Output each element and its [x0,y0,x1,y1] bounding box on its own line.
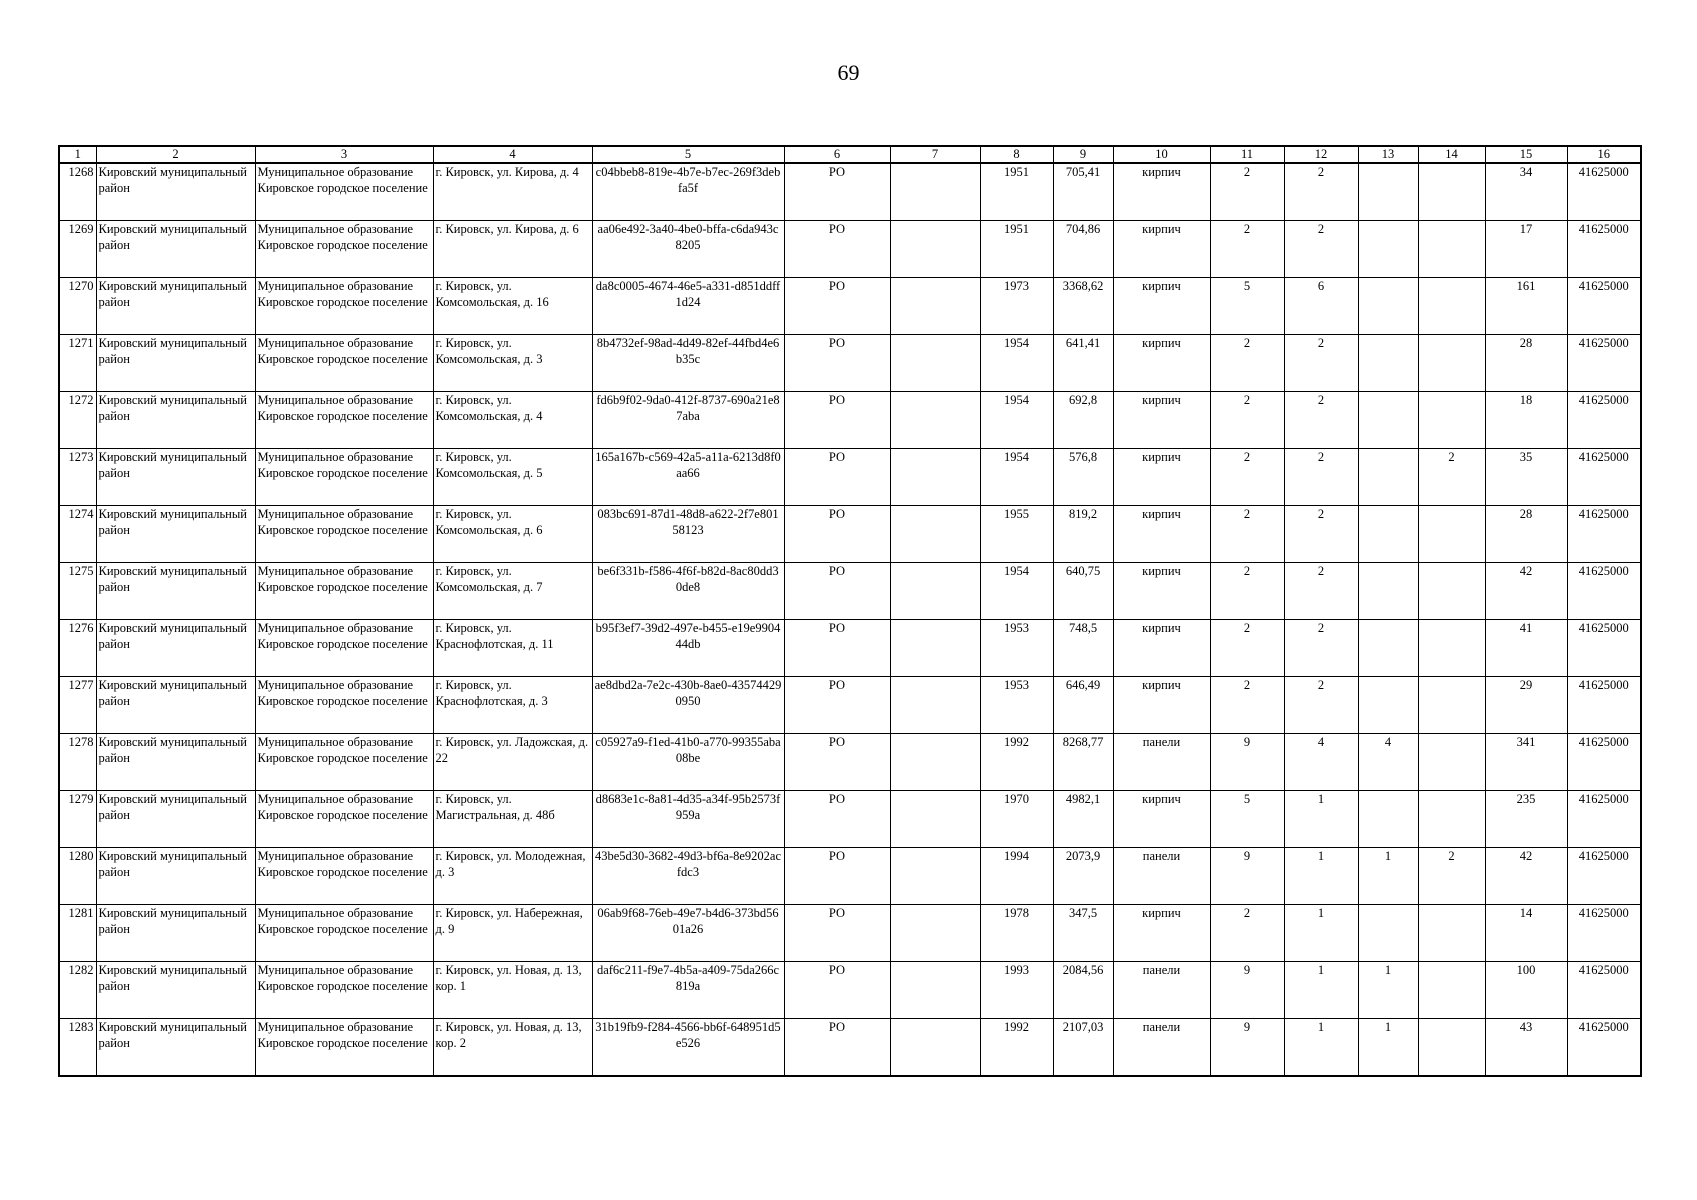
col13-cell [1358,278,1418,335]
col13-cell: 4 [1358,734,1418,791]
col12-cell: 2 [1284,677,1358,734]
column-header-13: 13 [1358,146,1418,163]
building-id-cell: 31b19fb9-f284-4566-bb6f-648951d5e526 [592,1019,784,1077]
page-number [0,60,1697,86]
address-cell: г. Кировск, ул. Краснофлотская, д. 11 [433,620,592,677]
table-row [59,905,1641,962]
wall-material-cell: кирпич [1113,221,1210,278]
row-number: 1281 [59,905,96,962]
col15-cell: 42 [1485,848,1567,905]
col15-cell: 235 [1485,791,1567,848]
col14-cell [1418,620,1485,677]
table-row [59,563,1641,620]
col13-cell [1358,335,1418,392]
col15-cell: 18 [1485,392,1567,449]
col6-cell: РО [784,392,890,449]
col12-cell: 2 [1284,163,1358,221]
col7-cell [890,791,980,848]
municipality-cell: Муниципальное образование Кировское городское поселение [255,791,433,848]
area-cell: 2107,03 [1053,1019,1113,1077]
district-cell: Кировский муниципальный район [96,335,255,392]
address-cell: г. Кировск, ул. Комсомольская, д. 6 [433,506,592,563]
col15-cell: 100 [1485,962,1567,1019]
district-cell: Кировский муниципальный район [96,449,255,506]
building-id-cell: 083bc691-87d1-48d8-a622-2f7e80158123 [592,506,784,563]
table-row [59,677,1641,734]
col7-cell [890,278,980,335]
col6-cell: РО [784,506,890,563]
year-cell: 1955 [980,506,1053,563]
col13-cell [1358,506,1418,563]
okato-cell: 41625000 [1567,962,1641,1019]
col15-cell: 341 [1485,734,1567,791]
column-header-6: 6 [784,146,890,163]
col7-cell [890,506,980,563]
table-row [59,620,1641,677]
table-row [59,1019,1641,1077]
page-number-text: 69 [837,60,860,85]
building-id-cell: 165a167b-c569-42a5-a11a-6213d8f0aa66 [592,449,784,506]
wall-material-cell: панели [1113,1019,1210,1077]
column-header-3: 3 [255,146,433,163]
wall-material-cell: кирпич [1113,163,1210,221]
year-cell: 1994 [980,848,1053,905]
col12-cell: 2 [1284,335,1358,392]
col13-cell [1358,449,1418,506]
col14-cell [1418,677,1485,734]
col15-cell: 14 [1485,905,1567,962]
col15-cell: 161 [1485,278,1567,335]
col11-cell: 5 [1210,791,1284,848]
year-cell: 1970 [980,791,1053,848]
building-id-cell: daf6c211-f9e7-4b5a-a409-75da266c819a [592,962,784,1019]
col14-cell: 2 [1418,848,1485,905]
wall-material-cell: кирпич [1113,620,1210,677]
area-cell: 640,75 [1053,563,1113,620]
year-cell: 1992 [980,1019,1053,1077]
year-cell: 1954 [980,449,1053,506]
column-header-2: 2 [96,146,255,163]
row-number: 1276 [59,620,96,677]
address-cell: г. Кировск, ул. Молодежная, д. 3 [433,848,592,905]
okato-cell: 41625000 [1567,1019,1641,1077]
col6-cell: РО [784,449,890,506]
col11-cell: 2 [1210,392,1284,449]
area-cell: 8268,77 [1053,734,1113,791]
col12-cell: 6 [1284,278,1358,335]
col7-cell [890,905,980,962]
row-number: 1274 [59,506,96,563]
address-cell: г. Кировск, ул. Комсомольская, д. 7 [433,563,592,620]
col14-cell [1418,335,1485,392]
year-cell: 1954 [980,392,1053,449]
wall-material-cell: кирпич [1113,677,1210,734]
col6-cell: РО [784,620,890,677]
col14-cell: 2 [1418,449,1485,506]
building-id-cell: ae8dbd2a-7e2c-430b-8ae0-435744290950 [592,677,784,734]
area-cell: 819,2 [1053,506,1113,563]
municipality-cell: Муниципальное образование Кировское городское поселение [255,848,433,905]
municipality-cell: Муниципальное образование Кировское городское поселение [255,163,433,221]
col7-cell [890,163,980,221]
row-number: 1271 [59,335,96,392]
area-cell: 646,49 [1053,677,1113,734]
municipality-cell: Муниципальное образование Кировское городское поселение [255,1019,433,1077]
district-cell: Кировский муниципальный район [96,278,255,335]
col11-cell: 2 [1210,163,1284,221]
building-id-cell: d8683e1c-8a81-4d35-a34f-95b2573f959a [592,791,784,848]
col14-cell [1418,278,1485,335]
column-header-16: 16 [1567,146,1641,163]
column-header-5: 5 [592,146,784,163]
col11-cell: 2 [1210,506,1284,563]
col14-cell [1418,163,1485,221]
col11-cell: 9 [1210,962,1284,1019]
col13-cell [1358,163,1418,221]
column-header-12: 12 [1284,146,1358,163]
area-cell: 692,8 [1053,392,1113,449]
col6-cell: РО [784,278,890,335]
building-id-cell: c05927a9-f1ed-41b0-a770-99355aba08be [592,734,784,791]
col12-cell: 2 [1284,563,1358,620]
address-cell: г. Кировск, ул. Комсомольская, д. 4 [433,392,592,449]
col7-cell [890,734,980,791]
district-cell: Кировский муниципальный район [96,677,255,734]
column-header-8: 8 [980,146,1053,163]
address-cell: г. Кировск, ул. Новая, д. 13, кор. 2 [433,1019,592,1077]
col6-cell: РО [784,848,890,905]
col13-cell [1358,905,1418,962]
district-cell: Кировский муниципальный район [96,163,255,221]
col7-cell [890,1019,980,1077]
row-number: 1280 [59,848,96,905]
col7-cell [890,449,980,506]
col15-cell: 34 [1485,163,1567,221]
table-row [59,449,1641,506]
col6-cell: РО [784,677,890,734]
column-header-1: 1 [59,146,96,163]
col6-cell: РО [784,1019,890,1077]
col6-cell: РО [784,734,890,791]
okato-cell: 41625000 [1567,905,1641,962]
column-header-9: 9 [1053,146,1113,163]
row-number: 1283 [59,1019,96,1077]
building-id-cell: b95f3ef7-39d2-497e-b455-e19e990444db [592,620,784,677]
year-cell: 1978 [980,905,1053,962]
year-cell: 1951 [980,221,1053,278]
address-cell: г. Кировск, ул. Магистральная, д. 48б [433,791,592,848]
municipality-cell: Муниципальное образование Кировское городское поселение [255,734,433,791]
municipality-cell: Муниципальное образование Кировское городское поселение [255,506,433,563]
col6-cell: РО [784,962,890,1019]
col7-cell [890,563,980,620]
row-number: 1269 [59,221,96,278]
col11-cell: 2 [1210,905,1284,962]
municipality-cell: Муниципальное образование Кировское городское поселение [255,905,433,962]
col12-cell: 2 [1284,506,1358,563]
building-id-cell: c04bbeb8-819e-4b7e-b7ec-269f3debfa5f [592,163,784,221]
column-header-4: 4 [433,146,592,163]
row-number: 1279 [59,791,96,848]
okato-cell: 41625000 [1567,163,1641,221]
municipality-cell: Муниципальное образование Кировское городское поселение [255,962,433,1019]
wall-material-cell: кирпич [1113,278,1210,335]
row-number: 1273 [59,449,96,506]
wall-material-cell: кирпич [1113,791,1210,848]
building-id-cell: be6f331b-f586-4f6f-b82d-8ac80dd30de8 [592,563,784,620]
district-cell: Кировский муниципальный район [96,1019,255,1077]
row-number: 1268 [59,163,96,221]
col13-cell: 1 [1358,962,1418,1019]
okato-cell: 41625000 [1567,278,1641,335]
wall-material-cell: кирпич [1113,506,1210,563]
col12-cell: 2 [1284,392,1358,449]
table-row [59,278,1641,335]
municipality-cell: Муниципальное образование Кировское городское поселение [255,278,433,335]
year-cell: 1951 [980,163,1053,221]
district-cell: Кировский муниципальный район [96,962,255,1019]
municipality-cell: Муниципальное образование Кировское городское поселение [255,620,433,677]
wall-material-cell: кирпич [1113,905,1210,962]
col11-cell: 9 [1210,848,1284,905]
col12-cell: 4 [1284,734,1358,791]
col11-cell: 2 [1210,620,1284,677]
area-cell: 641,41 [1053,335,1113,392]
building-id-cell: 43be5d30-3682-49d3-bf6a-8e9202acfdc3 [592,848,784,905]
address-cell: г. Кировск, ул. Кирова, д. 4 [433,163,592,221]
municipality-cell: Муниципальное образование Кировское городское поселение [255,335,433,392]
col15-cell: 29 [1485,677,1567,734]
table-row [59,335,1641,392]
col12-cell: 1 [1284,905,1358,962]
okato-cell: 41625000 [1567,677,1641,734]
district-cell: Кировский муниципальный район [96,620,255,677]
col15-cell: 28 [1485,506,1567,563]
col15-cell: 43 [1485,1019,1567,1077]
municipality-cell: Муниципальное образование Кировское городское поселение [255,677,433,734]
col7-cell [890,221,980,278]
address-cell: г. Кировск, ул. Ладожская, д. 22 [433,734,592,791]
okato-cell: 41625000 [1567,791,1641,848]
table-row [59,962,1641,1019]
col13-cell [1358,620,1418,677]
col13-cell: 1 [1358,848,1418,905]
col15-cell: 42 [1485,563,1567,620]
col11-cell: 9 [1210,734,1284,791]
col6-cell: РО [784,563,890,620]
col15-cell: 28 [1485,335,1567,392]
col13-cell [1358,791,1418,848]
row-number: 1270 [59,278,96,335]
building-id-cell: da8c0005-4674-46e5-a331-d851ddff1d24 [592,278,784,335]
column-header-10: 10 [1113,146,1210,163]
col12-cell: 1 [1284,962,1358,1019]
col11-cell: 5 [1210,278,1284,335]
district-cell: Кировский муниципальный район [96,392,255,449]
col14-cell [1418,734,1485,791]
year-cell: 1993 [980,962,1053,1019]
col6-cell: РО [784,163,890,221]
col6-cell: РО [784,221,890,278]
col14-cell [1418,1019,1485,1077]
table-row [59,392,1641,449]
table-row [59,506,1641,563]
address-cell: г. Кировск, ул. Новая, д. 13, кор. 1 [433,962,592,1019]
column-header-7: 7 [890,146,980,163]
col15-cell: 41 [1485,620,1567,677]
year-cell: 1954 [980,563,1053,620]
area-cell: 2073,9 [1053,848,1113,905]
district-cell: Кировский муниципальный район [96,563,255,620]
area-cell: 4982,1 [1053,791,1113,848]
col7-cell [890,848,980,905]
column-header-15: 15 [1485,146,1567,163]
col12-cell: 2 [1284,620,1358,677]
housing-registry-table [58,145,1642,1077]
col14-cell [1418,791,1485,848]
col11-cell: 2 [1210,449,1284,506]
address-cell: г. Кировск, ул. Комсомольская, д. 3 [433,335,592,392]
building-id-cell: 06ab9f68-76eb-49e7-b4d6-373bd5601a26 [592,905,784,962]
wall-material-cell: кирпич [1113,563,1210,620]
okato-cell: 41625000 [1567,449,1641,506]
col15-cell: 35 [1485,449,1567,506]
year-cell: 1953 [980,620,1053,677]
area-cell: 3368,62 [1053,278,1113,335]
col14-cell [1418,392,1485,449]
building-id-cell: 8b4732ef-98ad-4d49-82ef-44fbd4e6b35c [592,335,784,392]
row-number: 1278 [59,734,96,791]
table-row [59,163,1641,221]
column-header-11: 11 [1210,146,1284,163]
col11-cell: 9 [1210,1019,1284,1077]
area-cell: 705,41 [1053,163,1113,221]
col12-cell: 1 [1284,791,1358,848]
col7-cell [890,620,980,677]
table-row [59,791,1641,848]
col6-cell: РО [784,791,890,848]
row-number: 1272 [59,392,96,449]
col7-cell [890,392,980,449]
col6-cell: РО [784,335,890,392]
column-header-14: 14 [1418,146,1485,163]
district-cell: Кировский муниципальный район [96,221,255,278]
okato-cell: 41625000 [1567,620,1641,677]
col12-cell: 2 [1284,221,1358,278]
municipality-cell: Муниципальное образование Кировское городское поселение [255,563,433,620]
okato-cell: 41625000 [1567,221,1641,278]
address-cell: г. Кировск, ул. Кирова, д. 6 [433,221,592,278]
col12-cell: 1 [1284,848,1358,905]
col14-cell [1418,905,1485,962]
col7-cell [890,335,980,392]
wall-material-cell: панели [1113,734,1210,791]
wall-material-cell: панели [1113,962,1210,1019]
district-cell: Кировский муниципальный район [96,506,255,563]
building-id-cell: aa06e492-3a40-4be0-bffa-c6da943c8205 [592,221,784,278]
okato-cell: 41625000 [1567,335,1641,392]
col13-cell: 1 [1358,1019,1418,1077]
col12-cell: 1 [1284,1019,1358,1077]
district-cell: Кировский муниципальный район [96,848,255,905]
municipality-cell: Муниципальное образование Кировское городское поселение [255,221,433,278]
col14-cell [1418,506,1485,563]
okato-cell: 41625000 [1567,848,1641,905]
col11-cell: 2 [1210,221,1284,278]
col12-cell: 2 [1284,449,1358,506]
area-cell: 347,5 [1053,905,1113,962]
header-row [59,146,1641,163]
col14-cell [1418,221,1485,278]
wall-material-cell: кирпич [1113,449,1210,506]
address-cell: г. Кировск, ул. Набережная, д. 9 [433,905,592,962]
row-number: 1275 [59,563,96,620]
table-row [59,734,1641,791]
municipality-cell: Муниципальное образование Кировское городское поселение [255,449,433,506]
okato-cell: 41625000 [1567,392,1641,449]
col13-cell [1358,677,1418,734]
area-cell: 2084,56 [1053,962,1113,1019]
row-number: 1277 [59,677,96,734]
okato-cell: 41625000 [1567,734,1641,791]
table-row [59,848,1641,905]
col13-cell [1358,221,1418,278]
address-cell: г. Кировск, ул. Комсомольская, д. 16 [433,278,592,335]
year-cell: 1973 [980,278,1053,335]
col6-cell: РО [784,905,890,962]
wall-material-cell: кирпич [1113,392,1210,449]
okato-cell: 41625000 [1567,563,1641,620]
year-cell: 1954 [980,335,1053,392]
address-cell: г. Кировск, ул. Комсомольская, д. 5 [433,449,592,506]
col11-cell: 2 [1210,677,1284,734]
row-number: 1282 [59,962,96,1019]
col11-cell: 2 [1210,563,1284,620]
municipality-cell: Муниципальное образование Кировское городское поселение [255,392,433,449]
address-cell: г. Кировск, ул. Краснофлотская, д. 3 [433,677,592,734]
col15-cell: 17 [1485,221,1567,278]
col13-cell [1358,392,1418,449]
col11-cell: 2 [1210,335,1284,392]
col13-cell [1358,563,1418,620]
wall-material-cell: кирпич [1113,335,1210,392]
district-cell: Кировский муниципальный район [96,905,255,962]
year-cell: 1992 [980,734,1053,791]
district-cell: Кировский муниципальный район [96,734,255,791]
col7-cell [890,962,980,1019]
area-cell: 704,86 [1053,221,1113,278]
district-cell: Кировский муниципальный район [96,791,255,848]
col14-cell [1418,962,1485,1019]
okato-cell: 41625000 [1567,506,1641,563]
table-row [59,221,1641,278]
col14-cell [1418,563,1485,620]
year-cell: 1953 [980,677,1053,734]
area-cell: 576,8 [1053,449,1113,506]
area-cell: 748,5 [1053,620,1113,677]
table-body [59,163,1641,1076]
col7-cell [890,677,980,734]
building-id-cell: fd6b9f02-9da0-412f-8737-690a21e87aba [592,392,784,449]
wall-material-cell: панели [1113,848,1210,905]
